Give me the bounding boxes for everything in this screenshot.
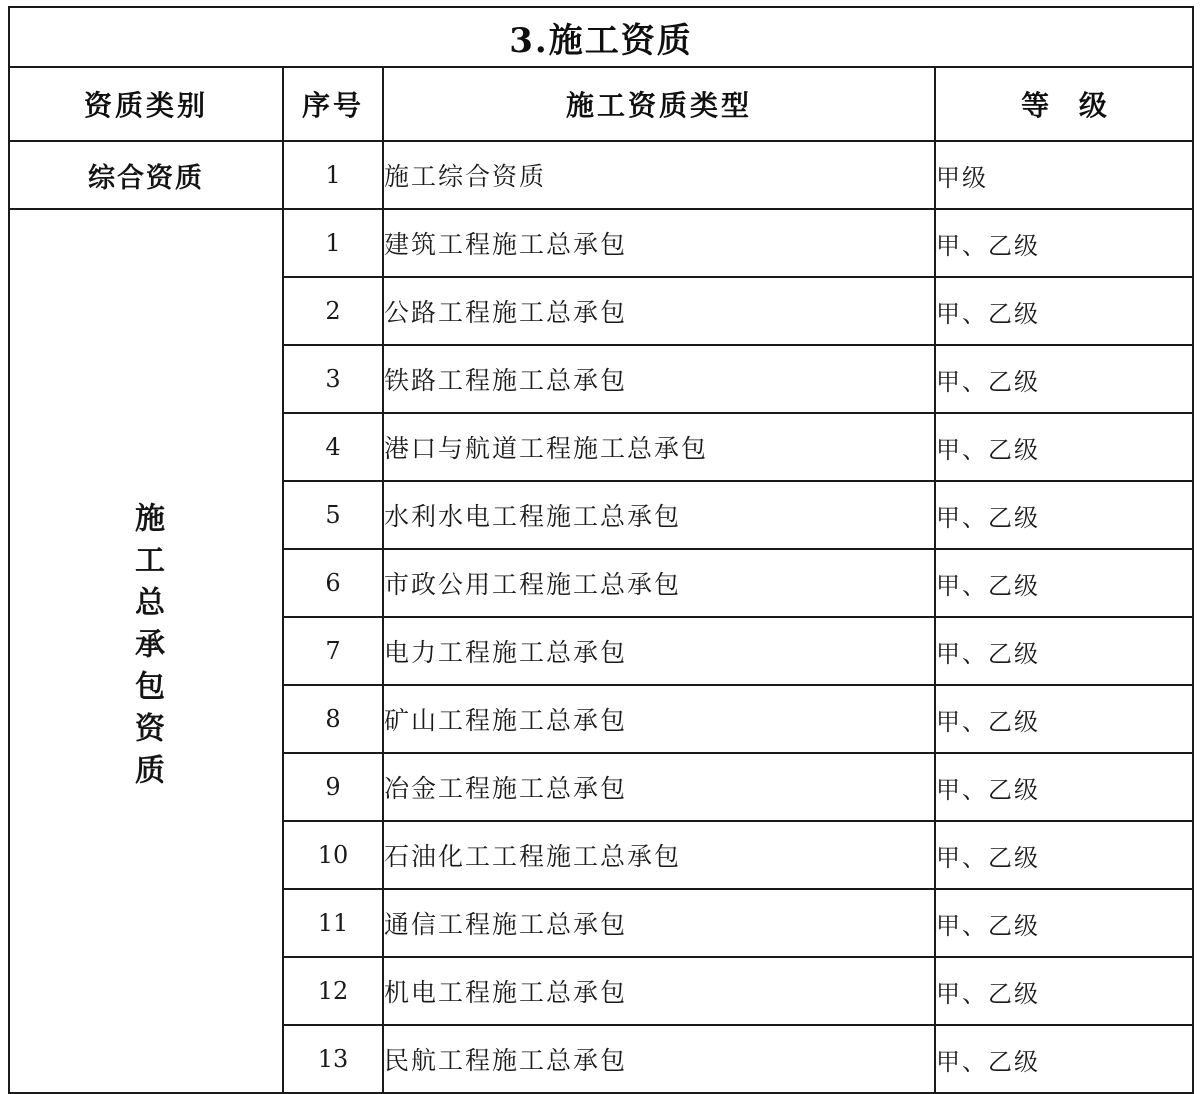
table-header-row — [9, 67, 1193, 141]
row-index: 2 — [283, 277, 383, 345]
table-row — [9, 141, 1193, 209]
row-level: 甲、乙级 — [935, 549, 1193, 617]
table-title-row — [9, 7, 1193, 67]
row-level: 甲级 — [935, 141, 1193, 209]
construction-qualification-table — [8, 6, 1194, 1094]
row-index: 1 — [283, 209, 383, 277]
row-level: 甲、乙级 — [935, 277, 1193, 345]
row-type: 港口与航道工程施工总承包 — [383, 413, 935, 481]
row-type: 电力工程施工总承包 — [383, 617, 935, 685]
row-type: 建筑工程施工总承包 — [383, 209, 935, 277]
table-row — [9, 209, 1193, 277]
row-level: 甲、乙级 — [935, 481, 1193, 549]
row-type: 铁路工程施工总承包 — [383, 345, 935, 413]
row-level: 甲、乙级 — [935, 889, 1193, 957]
category-cell-comprehensive: 综合资质 — [9, 141, 283, 209]
row-level: 甲、乙级 — [935, 345, 1193, 413]
header-category: 资质类别 — [9, 67, 283, 141]
row-index: 5 — [283, 481, 383, 549]
row-index: 1 — [283, 141, 383, 209]
row-index: 10 — [283, 821, 383, 889]
row-type: 市政公用工程施工总承包 — [383, 549, 935, 617]
row-level: 甲、乙级 — [935, 821, 1193, 889]
row-index: 7 — [283, 617, 383, 685]
row-type: 石油化工工程施工总承包 — [383, 821, 935, 889]
category-cell-general-contracting — [9, 209, 283, 1093]
row-level: 甲、乙级 — [935, 617, 1193, 685]
header-index: 序号 — [283, 67, 383, 141]
row-index: 4 — [283, 413, 383, 481]
row-type: 施工综合资质 — [383, 141, 935, 209]
category-label-vertical: 施工总承包资质 — [129, 502, 164, 796]
row-index: 13 — [283, 1025, 383, 1093]
row-level: 甲、乙级 — [935, 413, 1193, 481]
row-index: 3 — [283, 345, 383, 413]
row-type: 水利水电工程施工总承包 — [383, 481, 935, 549]
row-index: 8 — [283, 685, 383, 753]
row-type: 冶金工程施工总承包 — [383, 753, 935, 821]
row-index: 11 — [283, 889, 383, 957]
row-level: 甲、乙级 — [935, 753, 1193, 821]
row-index: 9 — [283, 753, 383, 821]
row-type: 公路工程施工总承包 — [383, 277, 935, 345]
page-title: 3.施工资质 — [9, 7, 1193, 67]
row-level: 甲、乙级 — [935, 1025, 1193, 1093]
header-type: 施工资质类型 — [383, 67, 935, 141]
row-type: 机电工程施工总承包 — [383, 957, 935, 1025]
row-level: 甲、乙级 — [935, 957, 1193, 1025]
row-type: 民航工程施工总承包 — [383, 1025, 935, 1093]
header-level: 等 级 — [935, 67, 1193, 141]
row-level: 甲、乙级 — [935, 685, 1193, 753]
row-type: 矿山工程施工总承包 — [383, 685, 935, 753]
row-index: 6 — [283, 549, 383, 617]
row-type: 通信工程施工总承包 — [383, 889, 935, 957]
row-level: 甲、乙级 — [935, 209, 1193, 277]
row-index: 12 — [283, 957, 383, 1025]
